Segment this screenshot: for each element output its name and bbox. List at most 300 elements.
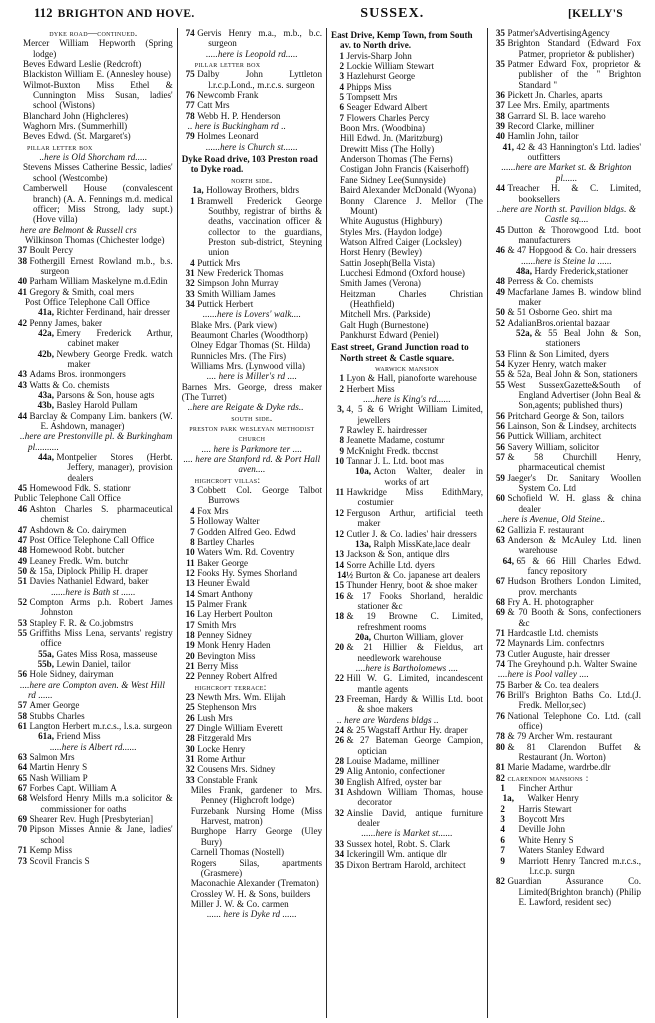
entry-text: Newcomb Frank — [197, 90, 259, 101]
directory-entry — [182, 754, 322, 764]
entry-text: Parham William Maskelyne m.d.Edin — [29, 276, 168, 287]
entry-text: Smith William James — [197, 288, 276, 299]
entry-house-number: 14 — [334, 559, 345, 570]
entry-house-number: 10 — [334, 456, 345, 467]
cross-street-note: .. here are Wardens bldgs .. — [337, 714, 439, 725]
directory-entry — [182, 692, 322, 702]
directory-entry — [492, 111, 641, 121]
entry-text: Jervis-Sharp John — [346, 50, 412, 61]
entry-house-number: 71 — [17, 845, 27, 856]
directory-entry — [331, 694, 483, 715]
entry-text: Anderson & McAuley Ltd. linen warehouse — [507, 534, 641, 556]
entry-house-number: 25 — [185, 702, 195, 713]
directory-entry-unnumbered — [182, 806, 322, 827]
entry-text: Mercer William Hepworth (Spring lodge) — [23, 38, 173, 59]
directory-entry — [492, 380, 641, 411]
directory-entry — [331, 539, 483, 549]
directory-entry — [492, 638, 641, 648]
entry-house-number: 37 — [495, 100, 505, 111]
entry-text: Sattin Joseph(Bella Vista) — [340, 257, 435, 268]
entry-house-number: 32 — [334, 807, 345, 818]
entry-text: Berry Miss — [197, 660, 239, 671]
entry-house-number: 55a, — [38, 648, 54, 659]
directory-entry — [182, 131, 322, 141]
entry-text: & 21 Hillier & Fieldus, art needlework warehouse — [346, 642, 483, 663]
directory-entry-unnumbered — [182, 361, 322, 371]
directory-entry — [331, 611, 483, 632]
entry-house-number: 9 — [339, 445, 345, 456]
entry-text: Hardy Frederick,stationer — [534, 265, 629, 276]
column-2 — [177, 28, 326, 1018]
entry-text: Dalby John Lyttleton l.r.c.p.Lond., m.r.c.s. surgeon — [197, 69, 323, 90]
directory-entry — [492, 556, 641, 577]
cross-street-note: ......here is Lovers' walk.... — [202, 309, 302, 320]
directory-entry-unnumbered — [182, 899, 322, 909]
directory-entry — [492, 307, 641, 317]
directory-entry — [182, 640, 322, 650]
section-subheading: south side. — [231, 412, 273, 423]
directory-entry — [182, 744, 322, 754]
entry-text: Fothergill Ernest Rowland m.b., b.s. surgeon — [29, 255, 173, 276]
entry-house-number: 44 — [495, 183, 505, 194]
entry-house-number: 13a, — [355, 538, 372, 549]
directory-entry-unnumbered — [331, 289, 483, 310]
entry-house-number: 33 — [334, 838, 345, 849]
directory-entry — [14, 576, 173, 586]
directory-entry — [14, 411, 173, 432]
street-extent: 103 Preston road to Dyke road. — [190, 154, 318, 175]
directory-entry — [14, 669, 173, 679]
directory-entry — [14, 783, 173, 793]
entry-text: Baker George — [197, 557, 249, 568]
entry-house-number: 33 — [185, 774, 195, 785]
directory-entry — [182, 671, 322, 681]
entry-text: Wilkinson Thomas (Chichester lodge) — [25, 234, 165, 245]
entry-text: Godden Alfred Geo. Edwd — [197, 526, 296, 537]
entry-text: Constable Frank — [197, 774, 258, 785]
entry-text: Catt Mrs — [197, 100, 230, 111]
entry-house-number: 1 — [339, 373, 345, 384]
entry-house-number: 37 — [17, 245, 27, 256]
entry-house-number: 6 — [339, 102, 345, 113]
directory-entry — [492, 680, 641, 690]
entry-text: Shearer Rev. Hugh [Presbyterian] — [29, 814, 154, 825]
entry-text: Monk Henry Haden — [197, 640, 271, 651]
entry-text: Emery Frederick Arthur, cabinet maker — [56, 327, 173, 349]
entry-house-number: 26 — [185, 712, 195, 723]
directory-entry — [14, 380, 173, 390]
entry-house-number: 61a, — [38, 731, 54, 742]
entry-text: Hawkridge Miss EdithMary, costumier — [346, 487, 483, 508]
entry-text: Beves Edwd. (St. Margaret's) — [23, 131, 131, 142]
entry-house-number: 3 — [339, 71, 345, 82]
entry-text: Fitzgerald Mrs — [197, 733, 252, 744]
entry-house-number: 68 — [17, 793, 27, 804]
entry-text: Garrard Sl. B. lace wareho — [507, 110, 606, 121]
entry-text: & 79 Archer Wm. restaurant — [507, 731, 613, 742]
directory-entry — [14, 400, 173, 410]
directory-entry-unnumbered — [331, 330, 483, 340]
entry-house-number: 41, — [502, 141, 514, 152]
entry-text: Barclay & Company Lim. bankers (W. E. Ashdown, manager) — [29, 410, 173, 432]
directory-entry-unnumbered — [14, 493, 173, 503]
cross-street-note: ......here is Church st...... — [205, 141, 298, 152]
entry-text: Dingle William Everett — [197, 723, 283, 734]
entry-text: Compton Arms p.h. Robert James Johnston — [29, 596, 173, 618]
entry-text: Flinn & Son Limited, dyers — [507, 348, 609, 359]
entry-house-number: 38 — [495, 110, 505, 121]
entry-text: Pipson Misses Annie & Jane, ladies' school — [29, 824, 173, 845]
entry-house-number: 34 — [334, 849, 345, 860]
entry-house-number: 29 — [334, 766, 345, 777]
entry-text: Palmer Frank — [197, 598, 247, 609]
entry-text: & 58 Churchill Henry, pharmaceutical chemist — [507, 452, 641, 473]
entry-house-number: 73 — [17, 855, 27, 866]
entry-house-number: 43b, — [37, 400, 54, 411]
entry-house-number: 45 — [495, 224, 505, 235]
entry-text: Dutton & Thorowgood Ltd. boot manufacturers — [507, 224, 641, 245]
directory-entry-unnumbered — [182, 785, 322, 806]
entry-text: Blanchard John (Highcleres) — [23, 110, 129, 121]
entry-text: Lockie William Stewart — [346, 61, 434, 72]
entry-text: Hill Edwd. Jn. (Maritzburg) — [340, 133, 443, 144]
directory-entry — [492, 576, 641, 597]
entry-house-number: 52a, — [516, 327, 532, 338]
entry-text: Treacher H. & C. Limited, booksellers — [507, 183, 641, 204]
entry-house-number: 40 — [17, 276, 27, 287]
directory-entry — [331, 51, 483, 61]
entry-text: Blackiston William E. (Annesley house) — [23, 69, 171, 80]
directory-entry — [331, 425, 483, 435]
directory-entry — [182, 620, 322, 630]
entry-text: Cutler J. & Co. ladies' hair dressers — [346, 528, 477, 539]
entry-text: & 70 Booth & Sons, confectioners &c — [507, 607, 641, 628]
entry-text: Thunder Henry, boot & shoe maker — [346, 580, 478, 591]
entry-text: & 55 Beal John & Son, stationers — [534, 327, 641, 349]
entry-text: Miles Frank, gardener to Mrs. Penney (Highcroft lodge) — [190, 785, 323, 806]
cross-street-note: .... here are Stanford rd. & Port Hall aven.... — [183, 454, 321, 475]
directory-entry-unnumbered — [331, 185, 483, 195]
entry-text: Hole Sidney, dairyman — [29, 669, 114, 680]
entry-house-number: 1 — [500, 783, 505, 794]
entry-text: Olney Edgar Thomas (St. Hilda) — [190, 340, 311, 351]
entry-house-number: 12 — [334, 528, 345, 539]
entry-house-number: 4 — [190, 257, 195, 268]
entry-text: Marie Madame, wardrbe.dlr — [507, 762, 611, 773]
entry-text: Lucchesi Edmond (Oxford house) — [340, 267, 465, 278]
entry-house-number: 15 — [334, 580, 345, 591]
directory-entry — [14, 793, 173, 814]
entry-text: Boult Percy — [29, 245, 73, 256]
directory-entry — [14, 700, 173, 710]
entry-text: Fane Sidney Lee(Sunnyside) — [340, 174, 446, 185]
entry-text: Costigan John Francis (Kaiserhoff) — [340, 164, 469, 175]
entry-text: West SussexGazette&South of England Advertiser (John Beal & Son,agents; published thurs) — [507, 379, 641, 411]
entry-text: Louise Madame, milliner — [346, 756, 440, 767]
entry-text: Bevington Miss — [197, 650, 256, 661]
entry-text: & 15a, Diplock Philip H. draper — [29, 565, 148, 576]
entry-house-number: 50 — [495, 307, 505, 318]
entry-house-number: 39 — [495, 121, 505, 132]
entry-house-number: 74 — [495, 658, 505, 669]
entry-text: Parsons & Son, house agts — [56, 390, 155, 401]
directory-entry — [492, 38, 641, 59]
entry-house-number: 82 — [495, 876, 505, 887]
directory-entry — [331, 456, 483, 466]
entry-house-number: 11 — [186, 557, 195, 568]
directory-entry — [182, 506, 322, 516]
directory-entry-unnumbered — [14, 38, 173, 59]
entry-house-number: 4 — [190, 505, 195, 516]
entry-text: Ashdown William Thomas, house decorator — [346, 787, 483, 808]
entry-house-number: 43 — [17, 379, 27, 390]
directory-entry — [492, 245, 641, 255]
entry-text: Leaney Fredk. Wm. butchr — [29, 555, 129, 566]
entry-text: Deville John — [518, 824, 565, 835]
entry-text: Newth Mrs. Wm. Elijah — [197, 692, 286, 702]
section-subheading: preston park wesleyan methodist church — [189, 423, 315, 444]
entry-text: & 19 Browne C. Limited, refreshment rooms — [346, 611, 483, 632]
entry-text: Adams Bros. ironmongers — [29, 369, 126, 380]
entry-house-number: 65 — [17, 772, 27, 783]
entry-text: Watts & Co. chemists — [29, 379, 110, 390]
entry-text: Rogers Silas, apartments (Grasmere) — [190, 857, 323, 878]
directory-entry — [182, 268, 322, 278]
directory-entry — [182, 516, 322, 526]
directory-entry — [14, 752, 173, 762]
entry-text: Brighton Standard (Edward Fox Patmer, proprietor & publisher) — [507, 38, 641, 59]
directory-entry-unnumbered — [331, 216, 483, 226]
cross-street-note: .....here is King's rd...... — [363, 394, 451, 405]
entry-text: Churton William, glover — [373, 631, 464, 642]
entry-text: Lainson, Son & Lindsey, architects — [507, 421, 637, 432]
entry-house-number: 78 — [185, 110, 195, 121]
directory-entry — [14, 824, 173, 845]
entry-house-number: 8 — [339, 435, 345, 446]
cross-street-note: ..here is Old Shorcham rd..... — [39, 152, 148, 163]
directory-entry — [14, 731, 173, 741]
directory-entry — [182, 558, 322, 568]
entry-house-number: 27 — [185, 723, 195, 734]
directory-entry — [331, 756, 483, 766]
running-head-right: [KELLY'S — [567, 8, 623, 20]
entry-house-number: 3 — [500, 814, 505, 825]
directory-entry — [14, 307, 173, 317]
directory-entry — [182, 111, 322, 121]
directory-entry — [14, 525, 173, 535]
entry-house-number: 76 — [185, 90, 195, 101]
section-subheading: warwick mansion — [375, 363, 439, 373]
column-4 — [487, 28, 645, 1018]
entry-text: Hardcastle Ltd. chemists — [507, 627, 599, 638]
directory-entry — [331, 735, 483, 756]
entry-house-number: 42 — [17, 317, 27, 328]
directory-entry — [182, 537, 322, 547]
entry-text: Marriott Henry Tancred m.r.c.s., l.r.c.p. surgn — [518, 855, 641, 876]
directory-entry — [492, 421, 641, 431]
entry-house-number: 54 — [495, 359, 505, 369]
entry-house-number: 20 — [185, 650, 195, 661]
directory-entry — [182, 568, 322, 578]
directory-entry — [492, 59, 641, 90]
directory-entry — [331, 591, 483, 612]
directory-entry-unnumbered — [331, 258, 483, 268]
entry-house-number: 7 — [339, 425, 345, 436]
directory-entry — [492, 856, 641, 877]
directory-entry — [14, 535, 173, 545]
directory-entry — [492, 183, 641, 204]
entry-text: Holloway Walter — [197, 516, 260, 527]
entry-text: Barber & Co. tea dealers — [507, 679, 599, 690]
directory-entry — [14, 349, 173, 370]
entry-house-number: 52 — [17, 596, 27, 607]
directory-entry-unnumbered — [182, 826, 322, 847]
entry-text: Beaumont Charles (Woodthorp) — [190, 329, 308, 340]
entry-text: Fincher Arthur — [518, 783, 573, 794]
entry-text: Basley Harold Pullam — [56, 400, 138, 411]
entry-house-number: 7 — [190, 526, 195, 537]
pillar-letter-box-heading: pillar letter box — [27, 141, 93, 152]
entry-text: Post Office Telephone Call Office — [29, 534, 155, 545]
directory-entry — [182, 733, 322, 743]
entry-text: & 52a, Beal John & Son, stationers — [507, 369, 638, 380]
entry-text: Penney Robert Alfred — [197, 671, 278, 682]
directory-entry — [492, 287, 641, 308]
entry-text: Hamlin John, tailor — [507, 131, 579, 142]
entry-text: New Frederick Thomas — [197, 267, 284, 278]
street-heading — [331, 30, 483, 51]
entry-text: Carnell Thomas (Nostell) — [190, 847, 285, 858]
entry-house-number: 1a, — [192, 185, 204, 196]
directory-entry-unnumbered — [182, 382, 322, 403]
directory-entry-unnumbered — [331, 237, 483, 247]
entry-house-number: 31 — [185, 754, 195, 765]
directory-entry — [492, 411, 641, 421]
directory-entry — [492, 793, 641, 803]
directory-columns — [10, 28, 645, 1018]
entry-text: Record Clarke, milliner — [507, 121, 595, 132]
entry-text: Pritchard George & Son, tailors — [507, 410, 624, 421]
entry-house-number: 4 — [339, 81, 345, 92]
directory-entry — [14, 276, 173, 286]
directory-entry — [14, 390, 173, 400]
entry-text: Stevens Misses Catherine Bessic, ladies' school (Westcombe) — [23, 162, 173, 183]
entry-text: Horst Henry (Bewley) — [340, 247, 422, 258]
directory-entry — [492, 493, 641, 514]
entry-text: Dixon Bertram Harold, architect — [346, 859, 466, 870]
entry-text: Williams Mrs. (Lynwood villa) — [190, 361, 305, 371]
directory-entry — [492, 266, 641, 276]
entry-house-number: 35 — [334, 859, 345, 870]
directory-entry — [14, 256, 173, 277]
street-name: East street, — [331, 342, 375, 353]
entry-house-number: 16 — [185, 609, 195, 620]
directory-entry — [331, 508, 483, 529]
directory-entry — [331, 404, 483, 425]
entry-text: Gregory & Smith, coal mers — [29, 286, 134, 297]
directory-entry — [14, 452, 173, 483]
entry-house-number: 38 — [17, 255, 27, 266]
entry-text: McKnight Fredk. tbccnst — [346, 445, 439, 456]
entry-text: Rawley E. hairdresser — [346, 425, 428, 436]
directory-entry — [14, 245, 173, 255]
entry-house-number: 24 — [334, 725, 345, 736]
entry-house-number: 30 — [185, 743, 195, 754]
entry-text: Miller J. W. & Co. carmen — [190, 898, 289, 909]
entry-text: Stephenson Mrs — [197, 702, 257, 713]
entry-house-number: 50 — [17, 565, 27, 576]
entry-text: & 81 Clarendon Buffet & Restaurant (Jn. Worton) — [507, 741, 641, 763]
entry-text: Camberwell House (convalescent branch) (A. A. Fennings m.d. medical officer; Miss Strong, lady supt.) (Hove villa) — [23, 183, 173, 225]
entry-house-number: 73 — [495, 648, 505, 659]
cross-street-note: here are Belmont & Russell crs — [20, 224, 137, 235]
entry-text: & 27 Bateman George Campion, optician — [346, 735, 483, 756]
entry-text: English Alfred, oyster bar — [346, 776, 442, 787]
entry-house-number: 63 — [495, 534, 505, 545]
directory-entry — [331, 71, 483, 81]
entry-house-number: 55 — [17, 627, 27, 638]
directory-entry — [492, 659, 641, 669]
entry-house-number: 60 — [495, 493, 505, 504]
entry-text: Holmes Leonard — [197, 131, 259, 142]
directory-entry — [492, 452, 641, 473]
entry-text: Galt Hugh (Burnestone) — [340, 319, 429, 330]
entry-text: Smith James (Verona) — [340, 278, 421, 289]
directory-entry — [182, 713, 322, 723]
directory-entry-unnumbered — [14, 80, 173, 111]
directory-entry-unnumbered — [14, 131, 173, 141]
entry-text: Ferguson Arthur, artificial teeth maker — [346, 507, 483, 529]
entry-house-number: 57 — [495, 452, 505, 463]
directory-entry — [492, 525, 641, 535]
directory-entry-unnumbered — [14, 297, 173, 307]
directory-entry — [331, 777, 483, 787]
entry-text: Crossley W. H. & Sons, builders — [190, 888, 311, 899]
entry-house-number: 69 — [17, 814, 27, 825]
entry-text: Blake Mrs. (Park view) — [190, 319, 277, 330]
entry-house-number: 53 — [495, 348, 505, 359]
entry-house-number: 57 — [17, 700, 27, 711]
entry-text: Pankhurst Edward (Peniel) — [340, 329, 439, 340]
entry-house-number: 42b, — [37, 348, 54, 359]
villas-subheading: highcroft terrace: — [194, 681, 267, 692]
street-heading — [331, 342, 483, 363]
entry-house-number: 35 — [495, 38, 505, 49]
entry-house-number: 55 — [495, 379, 505, 390]
entry-text: Lee Mrs. Emily, apartments — [507, 100, 610, 111]
entry-text: Sussex hotel, Robt. S. Clark — [346, 838, 451, 849]
entry-house-number: 4 — [500, 824, 505, 835]
directory-entry — [331, 373, 483, 383]
entry-text: Guardian Assurance Co. Limited(Brighton branch) (Philip E. Lawford, resident sec) — [507, 876, 641, 907]
street-name: East Drive, Kemp Town, — [331, 30, 427, 40]
directory-entry — [492, 835, 641, 845]
entry-text: Mitchell Mrs. (Parkside) — [340, 309, 431, 320]
directory-entry — [492, 783, 641, 793]
entry-house-number: 49 — [495, 286, 505, 297]
entry-text: Friend Miss — [56, 731, 101, 742]
entry-text: Wilmot-Buxton Miss Ethel & Cunnington Miss Susan, ladies' school (Wistons) — [23, 79, 173, 111]
entry-text: Boycott Mrs — [518, 814, 565, 825]
directory-entry — [331, 113, 483, 123]
directory-entry — [331, 102, 483, 112]
entry-text: Tannar J. L. Ltd. boot mas — [346, 456, 444, 467]
entry-text: Harris Stewart — [518, 803, 572, 814]
cross-street-note: ...... here is Dyke rd ...... — [206, 909, 297, 920]
entry-house-number: 34 — [185, 298, 195, 309]
entry-house-number: 22 — [334, 673, 345, 684]
directory-entry — [14, 287, 173, 297]
